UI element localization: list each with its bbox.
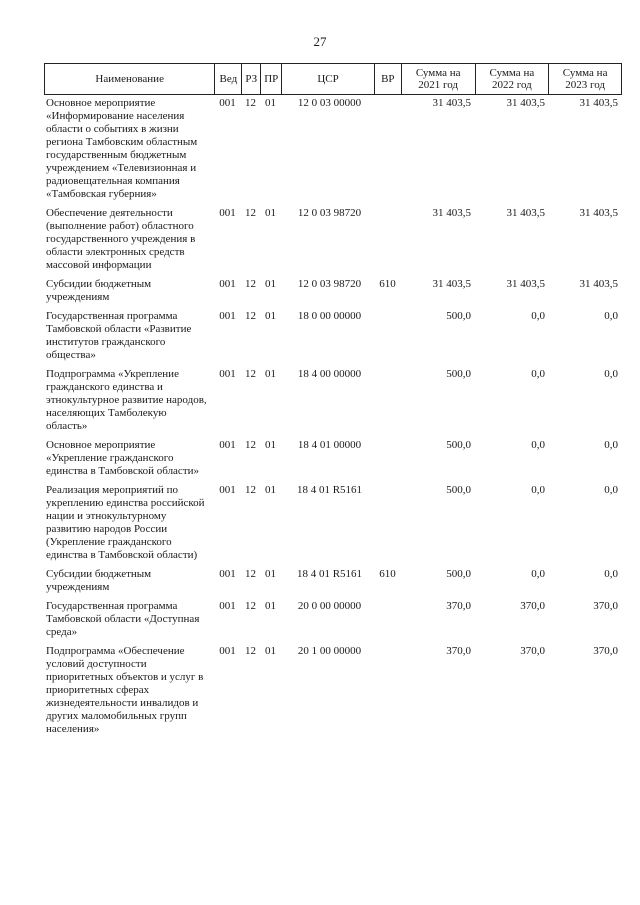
row-sum-2022: 0,0 — [531, 439, 545, 451]
row-sum-2022: 0,0 — [531, 484, 545, 496]
row-vr: 610 — [379, 568, 396, 580]
row-sum-2021: 31 403,5 — [432, 207, 471, 219]
table-row — [44, 568, 622, 594]
row-name: Основное мероприятие «Информирование населения области о событиях в жизни региона Тамбовским областным государственным бюджетным учреждением «Телевизионная и радиовещательная компания «Тамбовская губерния» — [46, 97, 198, 200]
header-csr: ЦСР — [281, 64, 374, 94]
row-ved: 001 — [219, 278, 236, 290]
row-ved: 001 — [219, 439, 236, 451]
row-rz: 12 — [245, 645, 256, 657]
row-sum-2021: 370,0 — [446, 600, 471, 612]
row-name: Подпрограмма «Обеспечение условий доступности приоритетных объектов и услуг в приоритетных сферах жизнедеятельности инвалидов и других маломобильных групп населения» — [46, 645, 204, 735]
row-sum-2022: 0,0 — [531, 310, 545, 322]
row-sum-2021: 500,0 — [446, 439, 471, 451]
header-vr: ВР — [374, 64, 401, 94]
row-name: Реализация мероприятий по укреплению единства российской нации и этнокультурному развитию народов России (Укрепление гражданского единства в Тамбовской области) — [46, 484, 205, 561]
row-sum-2023: 31 403,5 — [579, 97, 618, 109]
header-ved: Вед — [214, 64, 241, 94]
table-row — [44, 310, 622, 362]
table-row — [44, 645, 622, 736]
header-name: Наименование — [95, 73, 164, 85]
row-sum-2021: 500,0 — [446, 368, 471, 380]
header-sum-2023: Сумма на 2023 год — [548, 64, 621, 94]
row-sum-2022: 0,0 — [531, 568, 545, 580]
table-row — [44, 97, 622, 201]
row-pr: 01 — [265, 310, 276, 322]
header-sum-2022: Сумма на 2022 год — [475, 64, 549, 94]
row-rz: 12 — [245, 568, 256, 580]
row-name: Подпрограмма «Укрепление гражданского единства и этнокультурное развитие народов, населяющих Тамболекую область» — [46, 368, 207, 432]
table-row — [44, 368, 622, 433]
header-rz: РЗ — [241, 64, 260, 94]
row-sum-2022: 31 403,5 — [506, 97, 545, 109]
row-csr: 18 4 01 00000 — [297, 439, 362, 451]
row-csr: 18 4 00 00000 — [297, 368, 362, 380]
row-rz: 12 — [245, 439, 256, 451]
row-sum-2023: 0,0 — [604, 439, 618, 451]
row-sum-2021: 31 403,5 — [432, 278, 471, 290]
row-sum-2023: 370,0 — [593, 645, 618, 657]
table-row — [44, 207, 622, 272]
row-rz: 12 — [245, 484, 256, 496]
row-ved: 001 — [219, 568, 236, 580]
row-sum-2023: 31 403,5 — [579, 278, 618, 290]
table-header — [44, 63, 622, 95]
row-csr: 12 0 03 98720 — [297, 207, 362, 219]
row-ved: 001 — [219, 645, 236, 657]
row-csr: 20 0 00 00000 — [297, 600, 362, 612]
table-row — [44, 600, 622, 639]
row-ved: 001 — [219, 484, 236, 496]
row-rz: 12 — [245, 278, 256, 290]
row-sum-2022: 0,0 — [531, 368, 545, 380]
table-row — [44, 278, 622, 304]
row-pr: 01 — [265, 207, 276, 219]
header-sum-2021: Сумма на 2021 год — [401, 64, 475, 94]
row-name: Субсидии бюджетным учреждениям — [46, 278, 152, 303]
row-pr: 01 — [265, 484, 276, 496]
budget-table — [44, 63, 622, 742]
row-csr: 18 4 01 R5161 — [296, 568, 363, 580]
row-csr: 18 0 00 00000 — [297, 310, 362, 322]
row-rz: 12 — [245, 368, 256, 380]
row-name: Государственная программа Тамбовской области «Развитие институтов гражданского общества» — [46, 310, 192, 361]
table-body — [44, 95, 622, 736]
row-sum-2021: 500,0 — [446, 310, 471, 322]
row-rz: 12 — [245, 207, 256, 219]
row-pr: 01 — [265, 568, 276, 580]
row-name: Основное мероприятие «Укрепление гражданского единства в Тамбовской области» — [46, 439, 200, 477]
row-sum-2023: 0,0 — [604, 368, 618, 380]
table-row — [44, 484, 622, 562]
table-row — [44, 439, 622, 478]
row-sum-2021: 500,0 — [446, 568, 471, 580]
row-pr: 01 — [265, 600, 276, 612]
row-name: Государственная программа Тамбовской области «Доступная среда» — [46, 600, 200, 638]
row-pr: 01 — [265, 439, 276, 451]
row-vr: 610 — [379, 278, 396, 290]
row-csr: 20 1 00 00000 — [297, 645, 362, 657]
row-name: Обеспечение деятельности (выполнение работ) областного государственного учреждения в области электронных средств массовой информации — [46, 207, 196, 271]
row-name: Субсидии бюджетным учреждениям — [46, 568, 152, 593]
header-pr: ПР — [260, 64, 281, 94]
row-sum-2022: 370,0 — [520, 600, 545, 612]
row-ved: 001 — [219, 207, 236, 219]
row-sum-2023: 0,0 — [604, 568, 618, 580]
row-sum-2022: 31 403,5 — [506, 278, 545, 290]
page-number: 27 — [313, 34, 327, 49]
row-pr: 01 — [265, 97, 276, 109]
row-pr: 01 — [265, 278, 276, 290]
row-sum-2023: 370,0 — [593, 600, 618, 612]
row-sum-2023: 0,0 — [604, 484, 618, 496]
row-sum-2021: 370,0 — [446, 645, 471, 657]
row-sum-2023: 31 403,5 — [579, 207, 618, 219]
row-rz: 12 — [245, 310, 256, 322]
row-rz: 12 — [245, 97, 256, 109]
row-sum-2022: 31 403,5 — [506, 207, 545, 219]
row-ved: 001 — [219, 600, 236, 612]
row-sum-2021: 500,0 — [446, 484, 471, 496]
row-rz: 12 — [245, 600, 256, 612]
row-ved: 001 — [219, 97, 236, 109]
row-sum-2023: 0,0 — [604, 310, 618, 322]
row-sum-2022: 370,0 — [520, 645, 545, 657]
row-ved: 001 — [219, 368, 236, 380]
row-pr: 01 — [265, 368, 276, 380]
row-csr: 12 0 03 00000 — [297, 97, 362, 109]
row-ved: 001 — [219, 310, 236, 322]
row-sum-2021: 31 403,5 — [432, 97, 471, 109]
row-pr: 01 — [265, 645, 276, 657]
row-csr: 12 0 03 98720 — [297, 278, 362, 290]
row-csr: 18 4 01 R5161 — [296, 484, 363, 496]
